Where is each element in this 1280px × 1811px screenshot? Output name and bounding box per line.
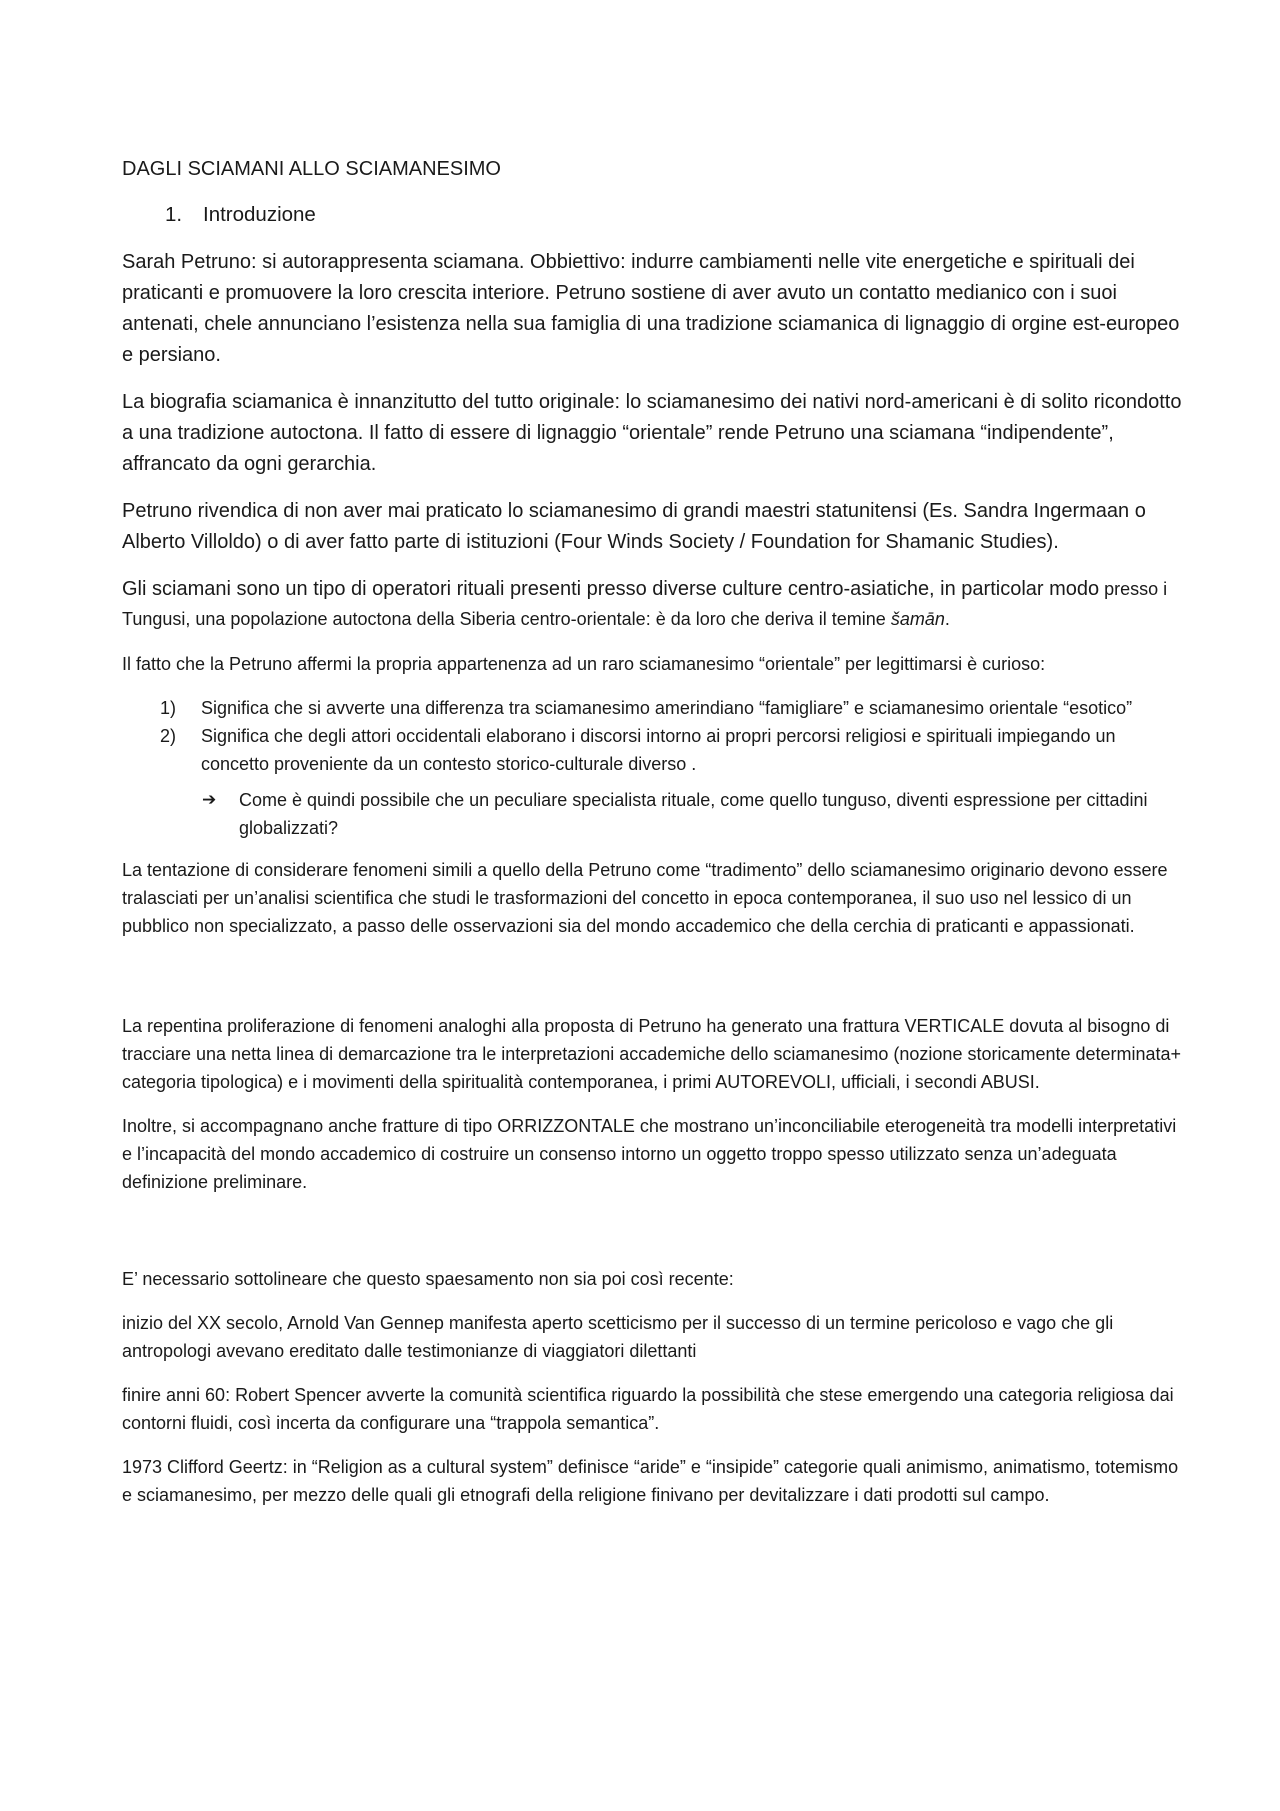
paragraph-6: La tentazione di considerare fenomeni simili a quello della Petruno come “tradimento” dello sciamanesimo originario devono essere tralasciati per un’analisi scientifica che studi le trasformazioni del concetto in epoca contemporanea, il suo uso nel lessico di un pubblico non specializzato, a passo delle osservazioni sia del mondo accademico che della cerchia di praticanti e appassionati.	[122, 860, 1168, 936]
paragraph-8: Inoltre, si accompagnano anche fratture di tipo ORRIZZONTALE che mostrano un’inconciliabile eterogeneità tra modelli interpretativi e l’incapacità del mondo accademico di costruire un consenso intorno un oggetto troppo spesso utilizzato senza un’adeguata definizione preliminare.	[122, 1116, 1177, 1192]
paragraph-3: Petruno rivendica di non aver mai praticato lo sciamanesimo di grandi maestri statunitensi (Es. Sandra Ingermaan o Alberto Villoldo) o di aver fatto parte di istituzioni (Four Winds Society / Foundation for Shamanic Studies).	[122, 500, 1146, 553]
paragraph-4-large: Gli sciamani sono un tipo di operatori rituali presenti presso diverse culture centro-asiatiche, in particolar modo	[122, 578, 1100, 600]
paragraph-1: Sarah Petruno: si autorappresenta sciamana. Obbiettivo: indurre cambiamenti nelle vite energetiche e spirituali dei praticanti e promuovere la loro crescita interiore. Petruno sostiene di aver avuto un contatto medianico con i suoi antenati, chele annunciano l’esistenza nella sua famiglia di una tradizione sciamanica di lignaggio di orgine est-europeo e persiano.	[122, 251, 1180, 366]
list-item	[122, 722, 1182, 778]
arrow-right-icon: ➔	[202, 790, 217, 809]
list-item	[122, 694, 1182, 722]
paragraph-5: Il fatto che la Petruno affermi la propria appartenenza ad un raro sciamanesimo “orientale” per legittimarsi è curioso:	[122, 654, 1046, 674]
paragraph-12: 1973 Clifford Geertz: in “Religion as a cultural system” definisce “aride” e “insipide” categorie quali animismo, animatismo, totemismo e sciamanesimo, per mezzo delle quali gli etnografi della religione finivano per devitalizzare i dati prodotti sul campo.	[122, 1457, 1179, 1505]
arrow-bullet-item	[122, 786, 1182, 842]
list-item-number: 2)	[160, 726, 177, 746]
list-item-text: Significa che degli attori occidentali elaborano i discorsi intorno ai propri percorsi religiosi e spirituali impiegando un concetto proveniente da un contesto storico-culturale diverso .	[201, 726, 1116, 774]
document-title: DAGLI SCIAMANI ALLO SCIAMANESIMO	[122, 158, 501, 180]
paragraph-2: La biografia sciamanica è innanzitutto del tutto originale: lo sciamanesimo dei nativi nord-americani è di solito ricondotto a una tradizione autoctona. Il fatto di essere di lignaggio “orientale” rende Petruno una sciamana “indipendente”, affrancato da ogni gerarchia.	[122, 391, 1182, 475]
section-label: Introduzione	[203, 203, 316, 226]
paragraph-10: inizio del XX secolo, Arnold Van Gennep manifesta aperto scetticismo per il successo di un termine pericoloso e vago che gli antropologi avevano ereditato dalle testimonianze di viaggiatori dilettanti	[122, 1313, 1114, 1361]
document-body	[122, 156, 1182, 1525]
section-heading	[122, 202, 1182, 228]
paragraph-7: La repentina proliferazione di fenomeni analoghi alla proposta di Petruno ha generato una frattura VERTICALE dovuta al bisogno di tracciare una netta linea di demarcazione tra le interpretazioni accademiche dello sciamanesimo (nozione storicamente determinata+ categoria tipologica) e i movimenti della spiritualità contemporanea, i primi AUTOREVOLI, ufficiali, i secondi ABUSI.	[122, 1016, 1182, 1092]
numbered-list	[122, 694, 1182, 778]
section-number: 1.	[165, 203, 183, 226]
arrow-bullet-text: Come è quindi possibile che un peculiare specialista rituale, come quello tunguso, diventi espressione per cittadini globalizzati?	[239, 790, 1148, 838]
term-saman: šamān	[890, 609, 945, 629]
list-item-number: 1)	[160, 698, 177, 718]
paragraph-9: E’ necessario sottolineare che questo spaesamento non sia poi così recente:	[122, 1269, 734, 1289]
list-item-text: Significa che si avverte una differenza tra sciamanesimo amerindiano “famigliare” e sciamanesimo orientale “esotico”	[201, 698, 1133, 718]
paragraph-4	[122, 574, 1182, 634]
paragraph-4-small: presso i Tungusi, una popolazione autoctona della Siberia centro-orientale: è da loro che deriva il temine	[122, 579, 1168, 629]
paragraph-11: finire anni 60: Robert Spencer avverte la comunità scientifica riguardo la possibilità che stese emergendo una categoria religiosa dai contorni fluidi, così incerta da configurare una “trappola semantica”.	[122, 1385, 1174, 1433]
paragraph-4-end: .	[944, 609, 950, 629]
